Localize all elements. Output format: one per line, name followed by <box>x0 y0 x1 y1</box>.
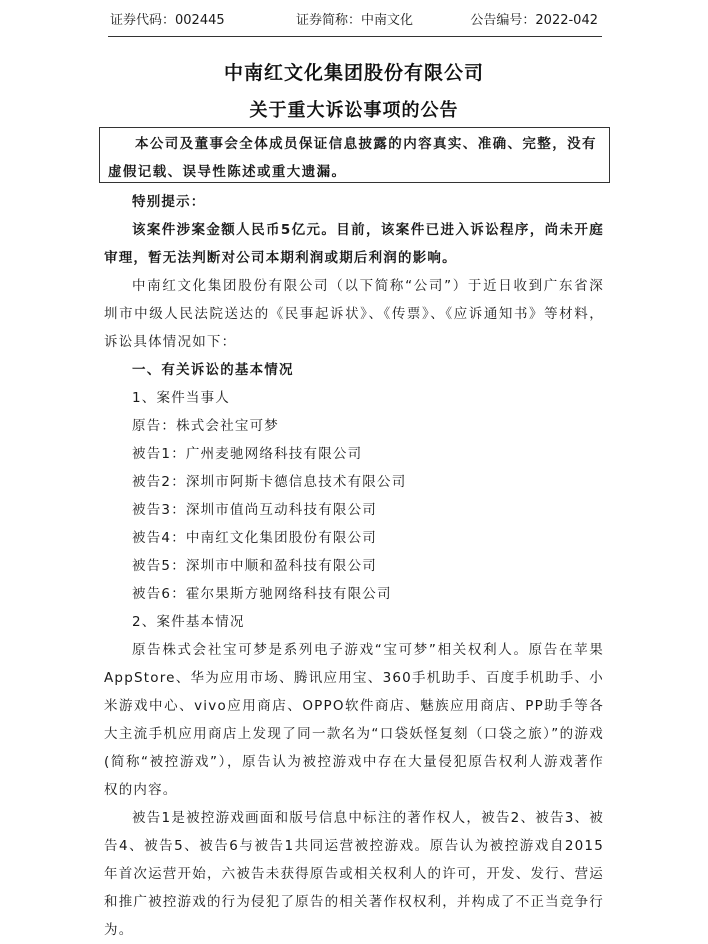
party-defendant-6: 被告6：霍尔果斯方驰网络科技有限公司 <box>132 586 392 602</box>
case-paragraph: 被告1是被控游戏画面和版号信息中标注的著作权人，被告2、被告3、被告4、被告5、被告6与被告1共同运营被控游戏。原告认为被控游戏自2015年首次运营开始，六被告未获得原告或相关权利人的许可，开发、发行、营运和推广被控游戏的行为侵犯了原告的相关著作权权利，并构成了不正当竞争行为。 <box>104 810 604 938</box>
document-body <box>104 188 604 944</box>
intro-paragraph: 中南红文化集团股份有限公司（以下简称“公司”）于近日收到广东省深圳市中级人民法院送达的《民事起诉状》、《传票》、《应诉通知书》等材料，诉讼具体情况如下： <box>104 278 604 350</box>
company-title: 中南红文化集团股份有限公司 <box>223 62 484 84</box>
subsection-heading: 2、案件基本情况 <box>132 614 245 630</box>
page-header <box>108 6 602 37</box>
disclosure-notice-box: 本公司及董事会全体成员保证信息披露的内容真实、准确、完整，没有虚假记载、误导性陈述或重大遗漏。 <box>99 127 610 183</box>
announcement-title: 关于重大诉讼事项的公告 <box>249 100 459 121</box>
announcement-number: 公告编号：2022-042 <box>470 13 598 28</box>
subsection-heading: 1、案件当事人 <box>132 390 230 406</box>
party-defendant-1: 被告1：广州麦驰网络科技有限公司 <box>132 446 363 462</box>
security-short-name: 证券简称：中南文化 <box>296 13 414 28</box>
party-defendant-4: 被告4：中南红文化集团股份有限公司 <box>132 530 377 546</box>
special-notice-text: 该案件涉案金额人民币5亿元。目前，该案件已进入诉讼程序，尚未开庭审理，暂无法判断对公司本期利润或期后利润的影响。 <box>104 222 604 266</box>
party-defendant-5: 被告5：深圳市中顺和盈科技有限公司 <box>132 558 377 574</box>
party-plaintiff: 原告：株式会社宝可梦 <box>132 418 279 434</box>
section-heading: 一、有关诉讼的基本情况 <box>132 362 294 378</box>
case-paragraph: 原告株式会社宝可梦是系列电子游戏“宝可梦”相关权利人。原告在苹果AppStore、华为应用市场、腾讯应用宝、360手机助手、百度手机助手、小米游戏中心、vivo应用商店、OPPO软件商店、魅族应用商店、PP助手等各大主流手机应用商店上发现了同一款名为“口袋妖怪复刻（口袋之旅）”的游戏(简称“被控游戏”），原告认为被控游戏中存在大量侵犯原告权利人游戏著作权的内容。 <box>104 642 604 798</box>
party-defendant-2: 被告2：深圳市阿斯卡德信息技术有限公司 <box>132 474 407 490</box>
security-code: 证券代码：002445 <box>110 13 225 28</box>
party-defendant-3: 被告3：深圳市值尚互动科技有限公司 <box>132 502 377 518</box>
special-notice-heading: 特别提示： <box>132 194 206 210</box>
